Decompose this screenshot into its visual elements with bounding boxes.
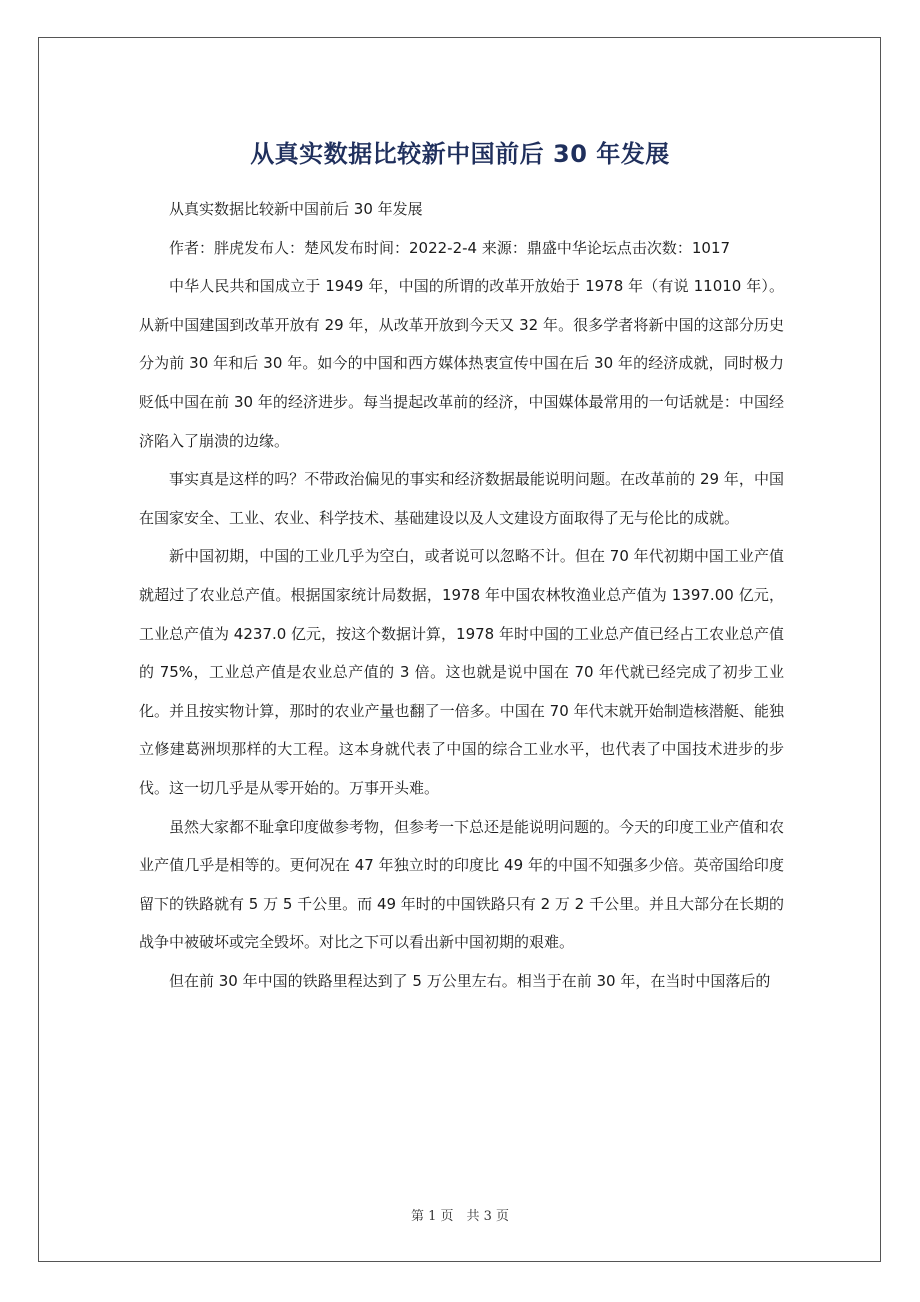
- body-paragraph: 但在前 30 年中国的铁路里程达到了 5 万公里左右。相当于在前 30 年，在当时中国落后的: [169, 971, 771, 990]
- body-paragraph: 新中国初期，中国的工业几乎为空白，或者说可以忽略不计。但在 70 年代初期中国工业产值就超过了农业总产值。根据国家统计局数据，1978 年中国农林牧渔业总产值为 1397.00 亿元，工业总产值为 4237.0 亿元，按这个数据计算，1978 年时中国的工业总产值已经占工农业总产值的 75%，工业总产值是农业总产值的 3 倍。这也就是说中国在 70 年代就已经完成了初步工业化。并且按实物计算，那时的农业产量也翻了一倍多。中国在 70 年代末就开始制造核潜艇、能独立修建葛洲坝那样的大工程。这本身就代表了中国的综合工业水平，也代表了中国技术进步的步伐。这一切几乎是从零开始的。万事开头难。: [139, 547, 784, 797]
- byline-paragraph: 作者：胖虎发布人：楚风发布时间：2022-2-4 来源：鼎盛中华论坛点击次数：1017: [169, 238, 731, 257]
- body-paragraph: 虽然大家都不耻拿印度做参考物，但参考一下总还是能说明问题的。今天的印度工业产值和农业产值几乎是相等的。更何况在 47 年独立时的印度比 49 年的中国不知强多少倍。英帝国给印度留下的铁路就有 5 万 5 千公里。而 49 年时的中国铁路只有 2 万 2 千公里。并且大部分在长期的战争中被破坏或完全毁坏。对比之下可以看出新中国初期的艰难。: [139, 817, 785, 952]
- body-paragraph: 中华人民共和国成立于 1949 年，中国的所谓的改革开放始于 1978 年（有说 11010 年）。从新中国建国到改革开放有 29 年，从改革开放到今天又 32 年。很多学者将新中国的这部分历史分为前 30 年和后 30 年。如今的中国和西方媒体热衷宣传中国在后 30 年的经济成就，同时极力贬低中国在前 30 年的经济进步。每当提起改革前的经济，中国媒体最常用的一句话就是：中国经济陷入了崩溃的边缘。: [139, 277, 784, 450]
- body-paragraph: 事实真是这样的吗？不带政治偏见的事实和经济数据最能说明问题。在改革前的 29 年，中国在国家安全、工业、农业、科学技术、基础建设以及人文建设方面取得了无与伦比的成就。: [139, 470, 784, 527]
- subtitle-paragraph: 从真实数据比较新中国前后 30 年发展: [169, 200, 423, 218]
- page-number-footer: 第 1 页 共 3 页: [410, 1209, 510, 1224]
- document-title: 从真实数据比较新中国前后 30 年发展: [250, 140, 670, 169]
- document-body: [139, 190, 784, 1000]
